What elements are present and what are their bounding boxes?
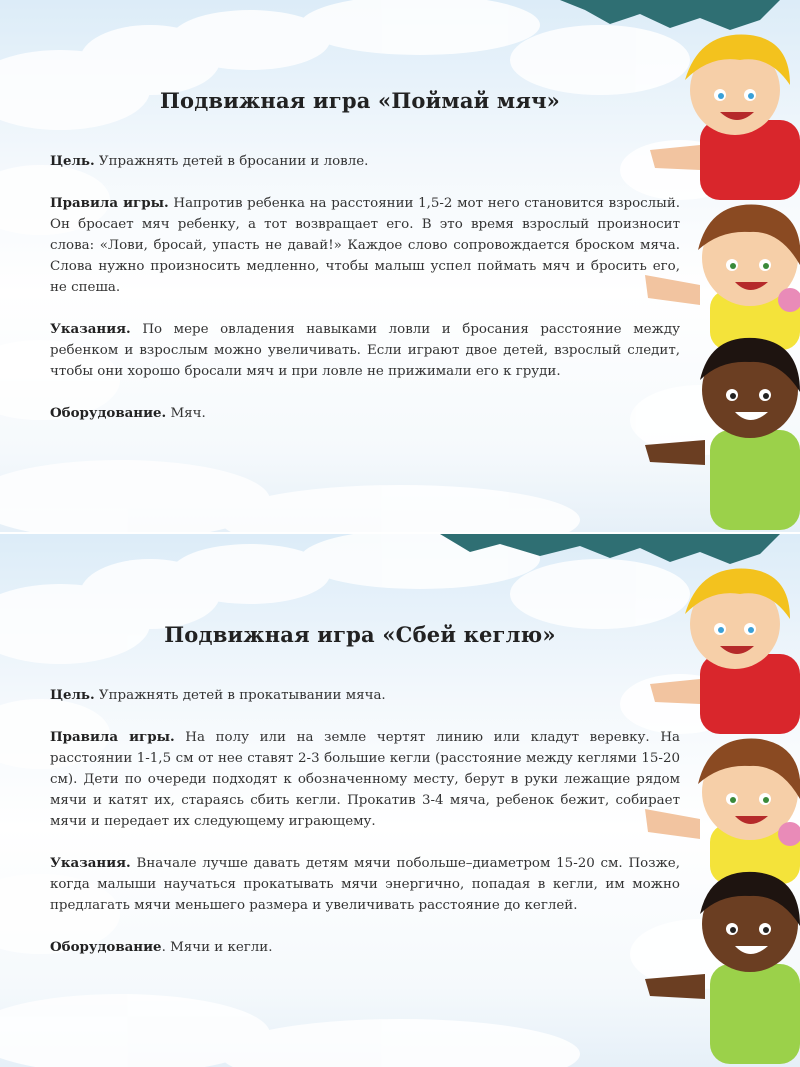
notes-text: Вначале лучше давать детям мячи побольше–диаметром 15-20 см. Позже, когда малыши научаться прокатывать мячи энергично, попадая в кегли, им можно предлагать мячи меньшего размера и увеличивать расстояние до кеглей.	[50, 856, 680, 913]
goal-paragraph	[50, 151, 680, 172]
game-description	[50, 151, 680, 445]
notes-paragraph	[50, 853, 680, 916]
rules-label: Правила игры.	[50, 729, 175, 745]
rules-text: Напротив ребенка на расстоянии 1,5-2 мот него становится взрослый. Он бросает мяч ребенку, а тот возвращает его. В это время взрослый произносит слова: «Лови, бросай, упасть не давай!» Каждое слово сопровождается броском мяча. Слова нужно произносить медленно, чтобы малыш успел поймать мяч и бросить его, не спеша.	[50, 196, 680, 295]
rules-text: На полу или на земле чертят линию или кладут веревку. На расстоянии 1-1,5 см от нее ставят 2-3 большие кегли (расстояние между кеглями 15-20 см). Дети по очереди подходят к обозначенному месту, берут в руки лежащие рядом мячи и катят их, стараясь сбить кегли. Прокатив 3-4 мяча, ребенок бежит, собирает мячи и передает их следующему играющему.	[50, 730, 680, 829]
game-description	[50, 685, 680, 979]
equipment-paragraph	[50, 403, 680, 424]
notes-label: Указания.	[50, 855, 131, 871]
equipment-text: . Мячи и кегли.	[161, 940, 273, 955]
page-title: Подвижная игра «Поймай мяч»	[160, 88, 560, 113]
slide-1	[0, 0, 800, 532]
notes-text: По мере овладения навыками ловли и бросания расстояние между ребенком и взрослым можно увеличивать. Если играют двое детей, взрослый следит, чтобы они хорошо бросали мяч и при ловле не прижимали его к груди.	[50, 322, 680, 379]
slide-2	[0, 534, 800, 1067]
notes-paragraph	[50, 319, 680, 382]
equipment-text: Мяч.	[166, 406, 206, 421]
rules-paragraph	[50, 727, 680, 832]
rules-label: Правила игры.	[50, 195, 169, 211]
notes-label: Указания.	[50, 321, 131, 337]
equipment-label: Оборудование	[50, 939, 162, 955]
goal-text: Упражнять детей в прокатывании мяча.	[94, 688, 386, 703]
goal-label: Цель.	[50, 687, 95, 703]
rules-paragraph	[50, 193, 680, 298]
goal-text: Упражнять детей в бросании и ловле.	[94, 154, 369, 169]
equipment-paragraph	[50, 937, 680, 958]
equipment-label: Оборудование.	[50, 405, 167, 421]
page-title: Подвижная игра «Сбей кеглю»	[164, 622, 556, 647]
goal-paragraph	[50, 685, 680, 706]
goal-label: Цель.	[50, 153, 95, 169]
